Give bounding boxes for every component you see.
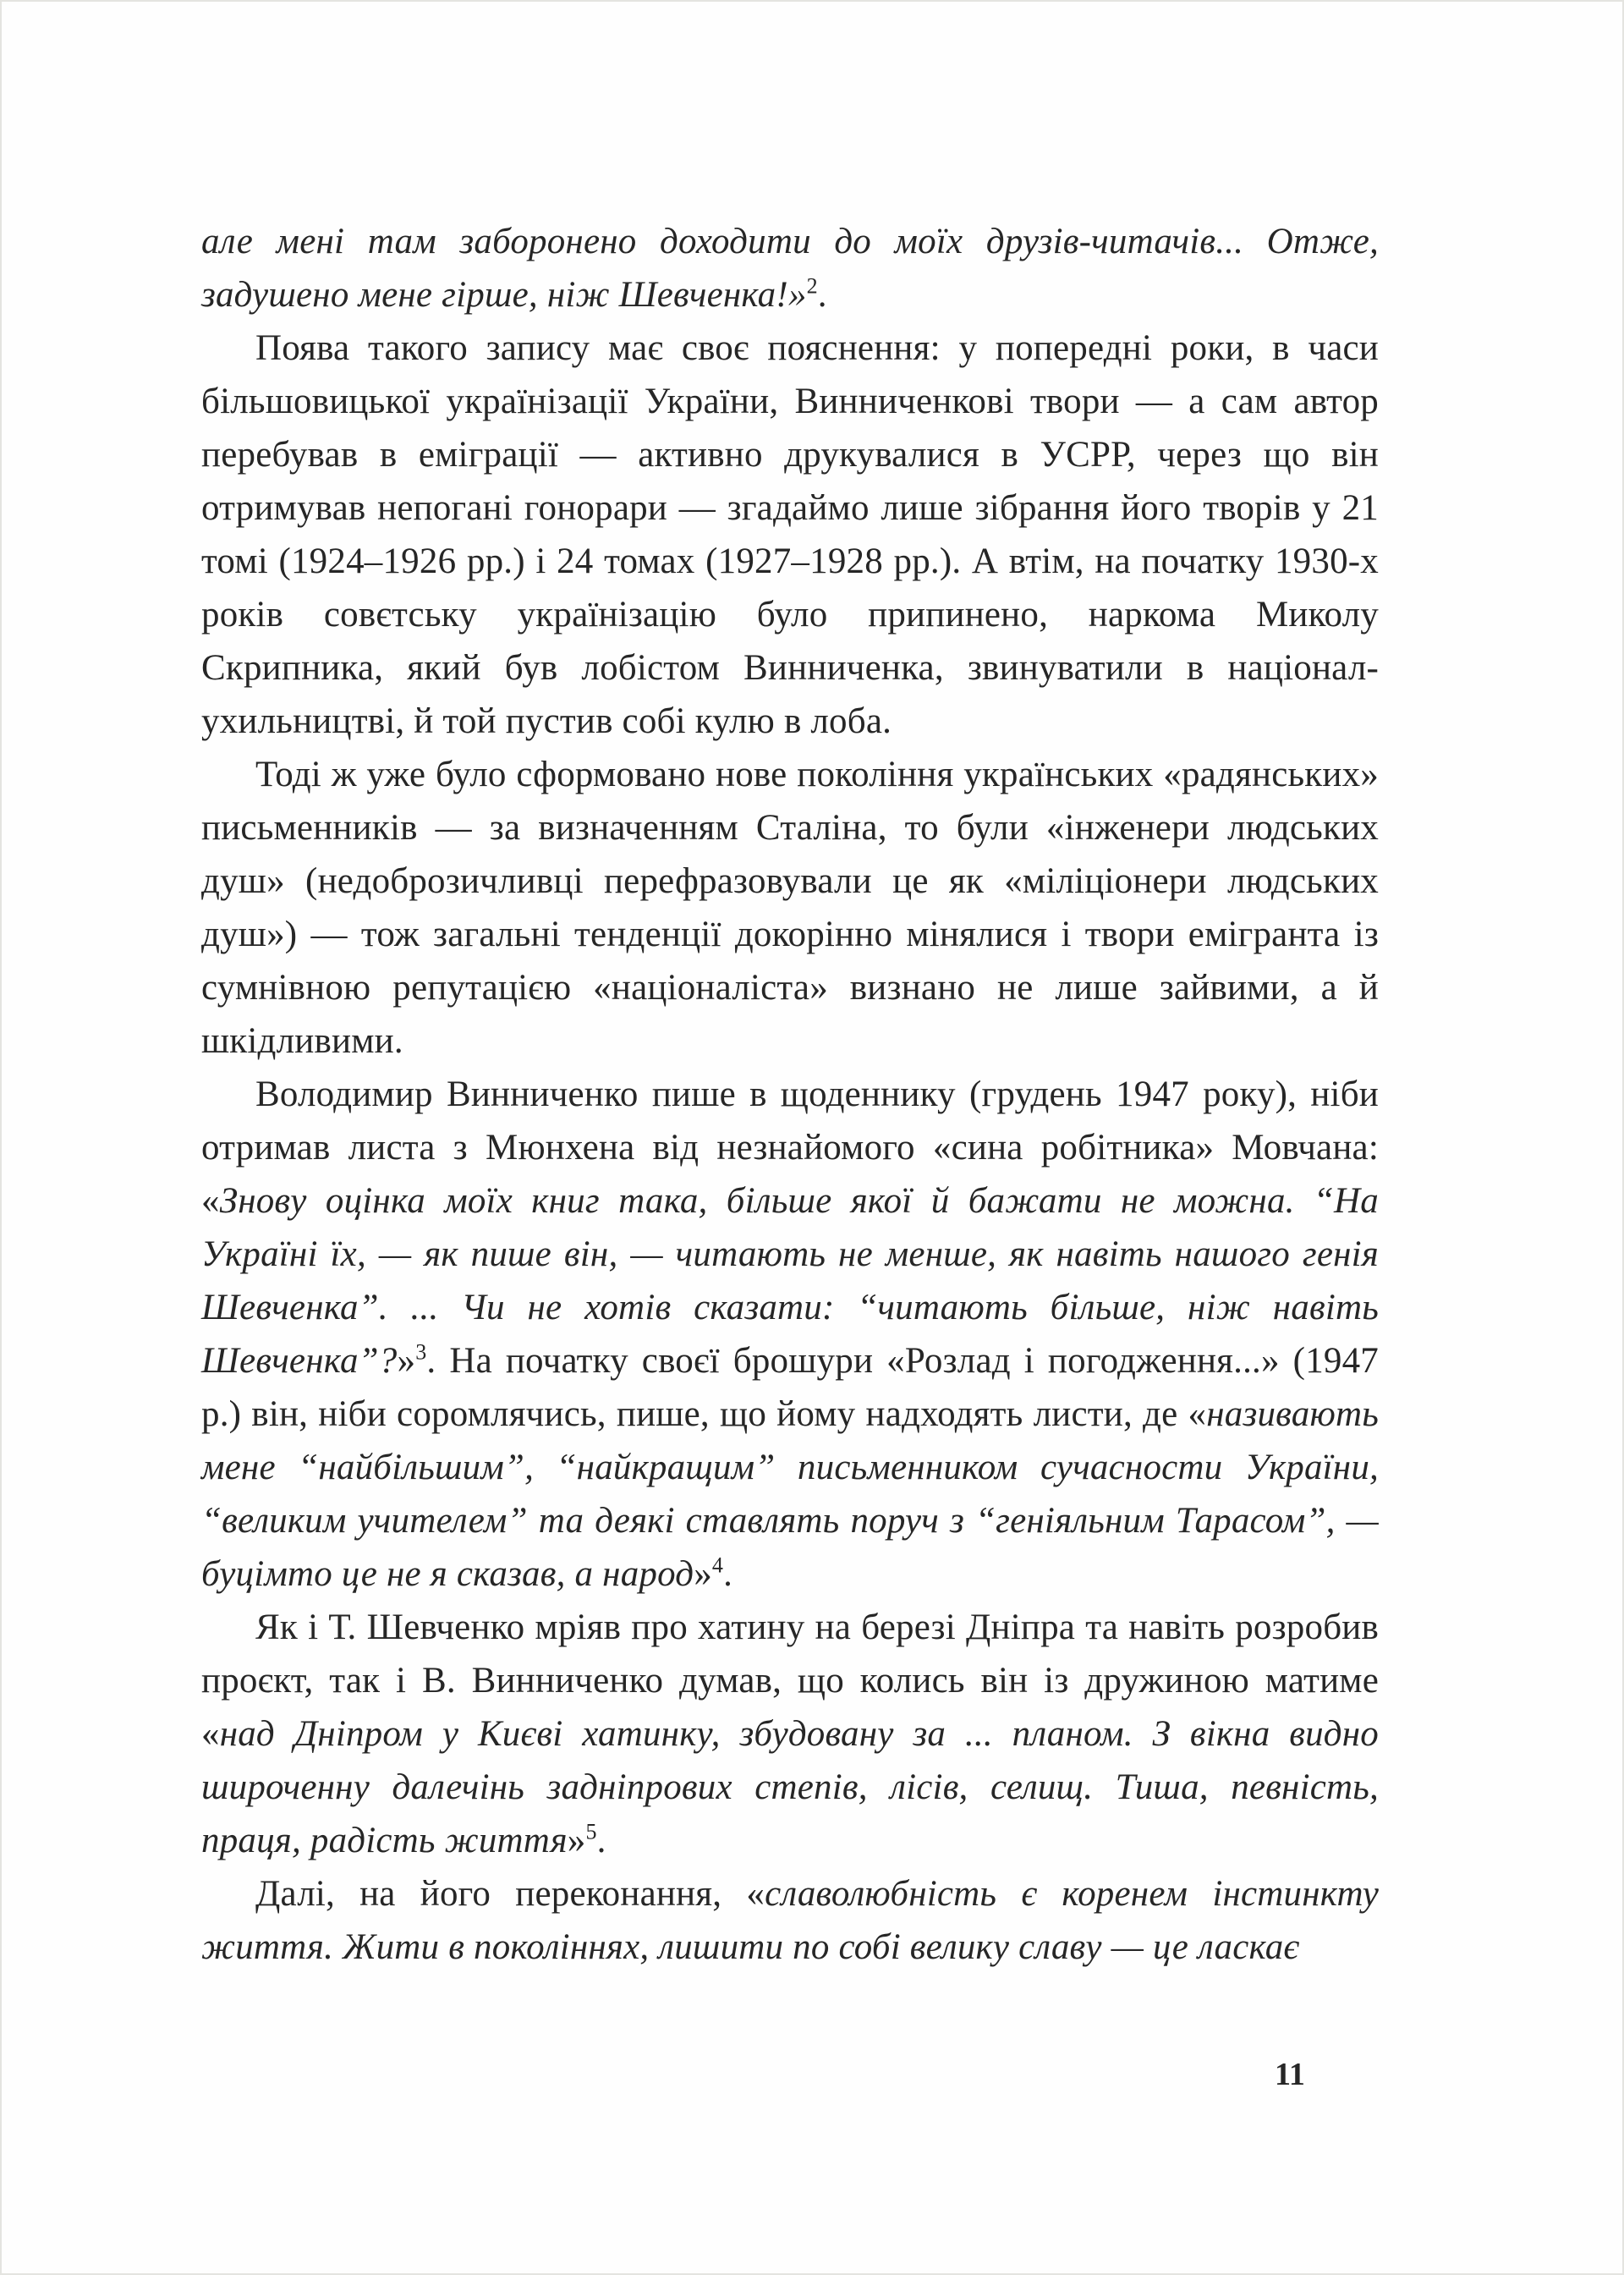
- paragraph: [201, 1867, 1379, 1974]
- body-text: Тоді ж уже було сформовано нове покоління українських «радянських» письменників — за визначенням Сталіна, то були «інженери людських душ» (недоброзичливці перефразовували це як «міліціонери людських душ») — тож загальні тенденції докорінно мінялися і твори емігранта із сумнівною репутацією «націоналіста» визнано не лише зайвими, а й шкідливими.: [201, 755, 1379, 1061]
- quoted-text: славолюбність є коренем інстинкту життя. Жити в поколіннях, лишити по собі велику славу — це ласкає: [201, 1874, 1379, 1967]
- body-text: Як і Т. Шевченко мріяв про хатину на березі Дніпра та навіть розробив проєкт, так і В. Винниченко думав, що колись він із дружиною матиме «: [201, 1607, 1379, 1754]
- quoted-text: Знову оцінка моїх книг така, більше якої й бажати не можна. “На Україні їх, — як пише він, — читають не менше, як навіть нашого генія Шевченка”. ... Чи не хотів сказати: “читають більше, ніж навіть Шевченка”?: [201, 1181, 1379, 1381]
- paragraph: [201, 1068, 1379, 1601]
- body-text: Поява такого запису має своє пояснення: у попередні роки, в часи більшовицької українізації України, Винниченкові твори — а сам автор перебував в еміграції — активно друкувалися в УСРР, через що він отримував непогані гонорари — згадаймо лише зібрання його творів у 21 томі (1924–1926 рр.) і 24 томах (1927–1928 рр.). А втім, на початку 1930-х років совєтську українізацію було припинено, наркома Миколу Скрипника, який був лобістом Винниченка, звинуватили в націонал-ухильництві, й той пустив собі кулю в лоба.: [201, 328, 1379, 741]
- footnote-marker: 4: [711, 1552, 724, 1578]
- body-text: .: [817, 275, 827, 315]
- body-text: . На початку своєї брошури «Розлад і погодження...» (1947 р.) він, ніби соромлячись, пише, що йому надходять листи, де «: [201, 1341, 1379, 1434]
- paragraph: [201, 1601, 1379, 1867]
- quoted-text: але мені там заборонено доходити до моїх друзів-читачів... Отже, задушено мене гірше, ніж Шевченка!»: [201, 222, 1379, 315]
- paragraph: [201, 748, 1379, 1068]
- footnote-marker: 5: [585, 1819, 597, 1844]
- footnote-marker: 3: [415, 1339, 427, 1365]
- paragraph: [201, 215, 1379, 321]
- quoted-text: називають мене “найбільшим”, “найкращим” письменником сучасности України, “великим учителем” та деякі ставлять поруч з “геніяльним Тарасом”, — буцімто це не я сказав, а народ: [201, 1394, 1379, 1594]
- body-text: »: [567, 1821, 586, 1860]
- body-text: .: [596, 1821, 606, 1860]
- page-number: 11: [1275, 2057, 1305, 2092]
- body-text: »: [397, 1341, 416, 1381]
- paragraph: [201, 321, 1379, 748]
- footnote-marker: 2: [806, 273, 818, 299]
- body-text: Далі, на його переконання, «: [255, 1874, 765, 1914]
- quoted-text: над Дніпром у Києві хатинку, збудовану за ... планом. З вікна видно широченну далечінь задніпрових степів, лісів, селищ. Тиша, певність, праця, радість життя: [201, 1714, 1379, 1860]
- page-text: [201, 215, 1379, 1974]
- body-text: »: [694, 1554, 712, 1594]
- body-text: Володимир Винниченко пише в щоденнику (грудень 1947 року), ніби отримав листа з Мюнхена від незнайомого «сина робітника» Мовчана: «: [201, 1074, 1379, 1221]
- body-text: .: [723, 1554, 733, 1594]
